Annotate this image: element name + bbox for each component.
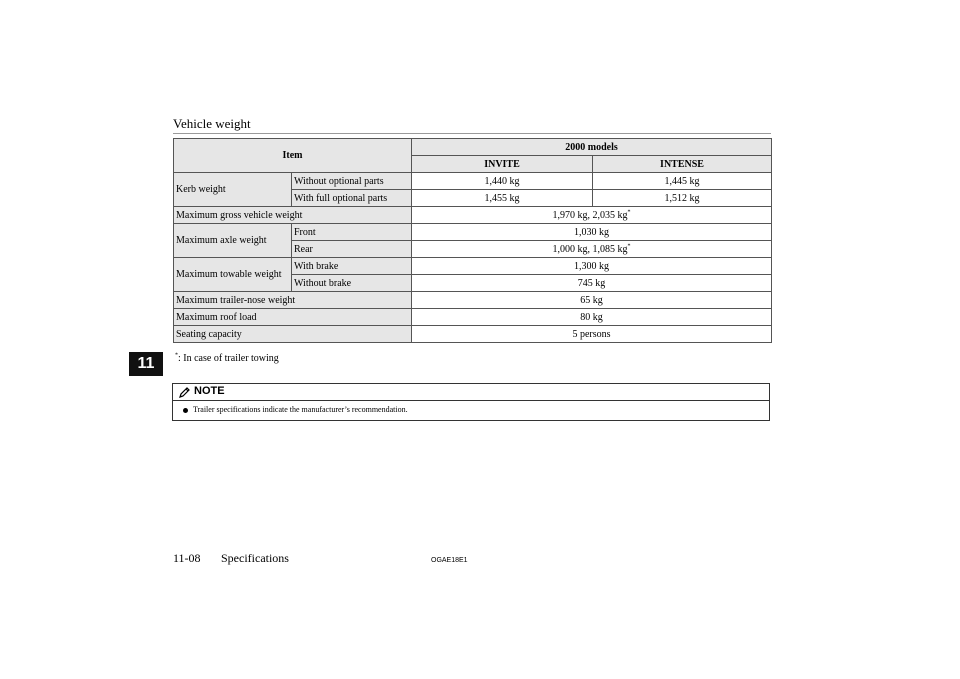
footnote-text: : In case of trailer towing: [178, 353, 279, 364]
footnote: [175, 353, 279, 364]
kerb-without-label: Without optional parts: [292, 173, 412, 190]
note-pencil-icon: [179, 386, 191, 398]
seating-capacity-label: Seating capacity: [174, 326, 412, 343]
bullet-icon: [183, 408, 188, 413]
nose-weight-label: Maximum trailer-nose weight: [174, 292, 412, 309]
towable-without-value: 745 kg: [412, 275, 772, 292]
towable-with-label: With brake: [292, 258, 412, 275]
header-models: 2000 models: [412, 139, 772, 156]
towable-weight-label: Maximum towable weight: [174, 258, 292, 292]
footer-section: Specifications: [221, 551, 289, 565]
axle-rear-label: Rear: [292, 241, 412, 258]
vehicle-weight-table: [173, 138, 772, 343]
axle-front-value: 1,030 kg: [412, 224, 772, 241]
footnote-mark: *: [175, 352, 178, 359]
roof-load-value: 80 kg: [412, 309, 772, 326]
towable-with-value: 1,300 kg: [412, 258, 772, 275]
kerb-with-intense: 1,512 kg: [593, 190, 772, 207]
footer-code: OGAE18E1: [431, 557, 468, 564]
kerb-with-label: With full optional parts: [292, 190, 412, 207]
footer-page-number: 11-08: [173, 551, 201, 565]
towable-without-label: Without brake: [292, 275, 412, 292]
nose-weight-value: 65 kg: [412, 292, 772, 309]
gross-weight-value: 1,970 kg, 2,035 kg*: [412, 207, 772, 224]
header-item: Item: [174, 139, 412, 173]
note-item: [183, 405, 408, 414]
note-title: NOTE: [194, 385, 225, 397]
note-header: [173, 384, 769, 401]
note-text: Trailer specifications indicate the manufacturer’s recommendation.: [193, 405, 408, 414]
seating-capacity-value: 5 persons: [412, 326, 772, 343]
kerb-with-invite: 1,455 kg: [412, 190, 593, 207]
gross-weight-label: Maximum gross vehicle weight: [174, 207, 412, 224]
header-intense: INTENSE: [593, 156, 772, 173]
chapter-tab: 11: [129, 352, 163, 376]
axle-weight-label: Maximum axle weight: [174, 224, 292, 258]
heading-rule: [173, 133, 771, 134]
note-box: [172, 383, 770, 421]
page-heading: Vehicle weight: [173, 116, 251, 131]
axle-front-label: Front: [292, 224, 412, 241]
kerb-without-intense: 1,445 kg: [593, 173, 772, 190]
header-invite: INVITE: [412, 156, 593, 173]
kerb-weight-label: Kerb weight: [174, 173, 292, 207]
footnote-mark: *: [627, 243, 631, 250]
kerb-without-invite: 1,440 kg: [412, 173, 593, 190]
axle-rear-value: 1,000 kg, 1,085 kg*: [412, 241, 772, 258]
footnote-mark: *: [627, 209, 631, 216]
roof-load-label: Maximum roof load: [174, 309, 412, 326]
